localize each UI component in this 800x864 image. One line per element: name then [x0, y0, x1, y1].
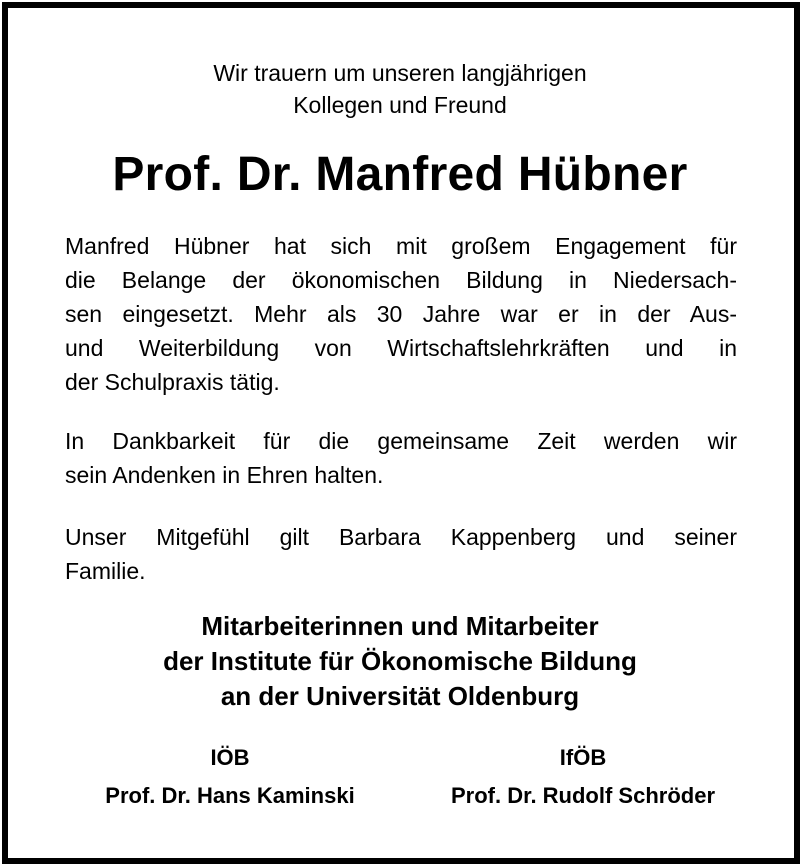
- paragraph-line: sen eingesetzt. Mehr als 30 Jahre war er in der Aus-: [65, 301, 737, 327]
- intro-line-2: Kollegen und Freund: [293, 92, 507, 118]
- paragraph-line: sein Andenken in Ehren halten.: [65, 462, 384, 488]
- gratitude-paragraph: [65, 424, 737, 492]
- signature-line-2: der Institute für Ökonomische Bildung: [163, 646, 637, 676]
- institute-abbr-ifoeb: IfÖB: [559, 745, 607, 770]
- paragraph-line: die Belange der ökonomischen Bildung in Niedersach-: [65, 267, 737, 293]
- institute-head-ifoeb: Prof. Dr. Rudolf Schröder: [450, 783, 716, 808]
- paragraph-line: Familie.: [65, 558, 146, 584]
- paragraph-line: In Dankbarkeit für die gemeinsame Zeit werden wir: [65, 428, 737, 454]
- institute-abbr-ioeb: IÖB: [210, 745, 250, 770]
- signature-line-1: Mitarbeiterinnen und Mitarbeiter: [201, 611, 599, 641]
- paragraph-line: und Weiterbildung von Wirtschaftslehrkräften und in: [65, 335, 737, 361]
- signature-line-3: an der Universität Oldenburg: [220, 681, 580, 711]
- paragraph-line: Unser Mitgefühl gilt Barbara Kappenberg und seiner: [65, 524, 737, 550]
- tribute-paragraph: [65, 229, 737, 399]
- intro-line-1: Wir trauern um unseren langjährigen: [213, 60, 587, 86]
- condolence-paragraph: [65, 520, 737, 588]
- paragraph-line: Manfred Hübner hat sich mit großem Engagement für: [65, 233, 737, 259]
- deceased-name: Prof. Dr. Manfred Hübner: [112, 148, 688, 201]
- paragraph-line: der Schulpraxis tätig.: [65, 369, 280, 395]
- institute-head-ioeb: Prof. Dr. Hans Kaminski: [105, 783, 355, 808]
